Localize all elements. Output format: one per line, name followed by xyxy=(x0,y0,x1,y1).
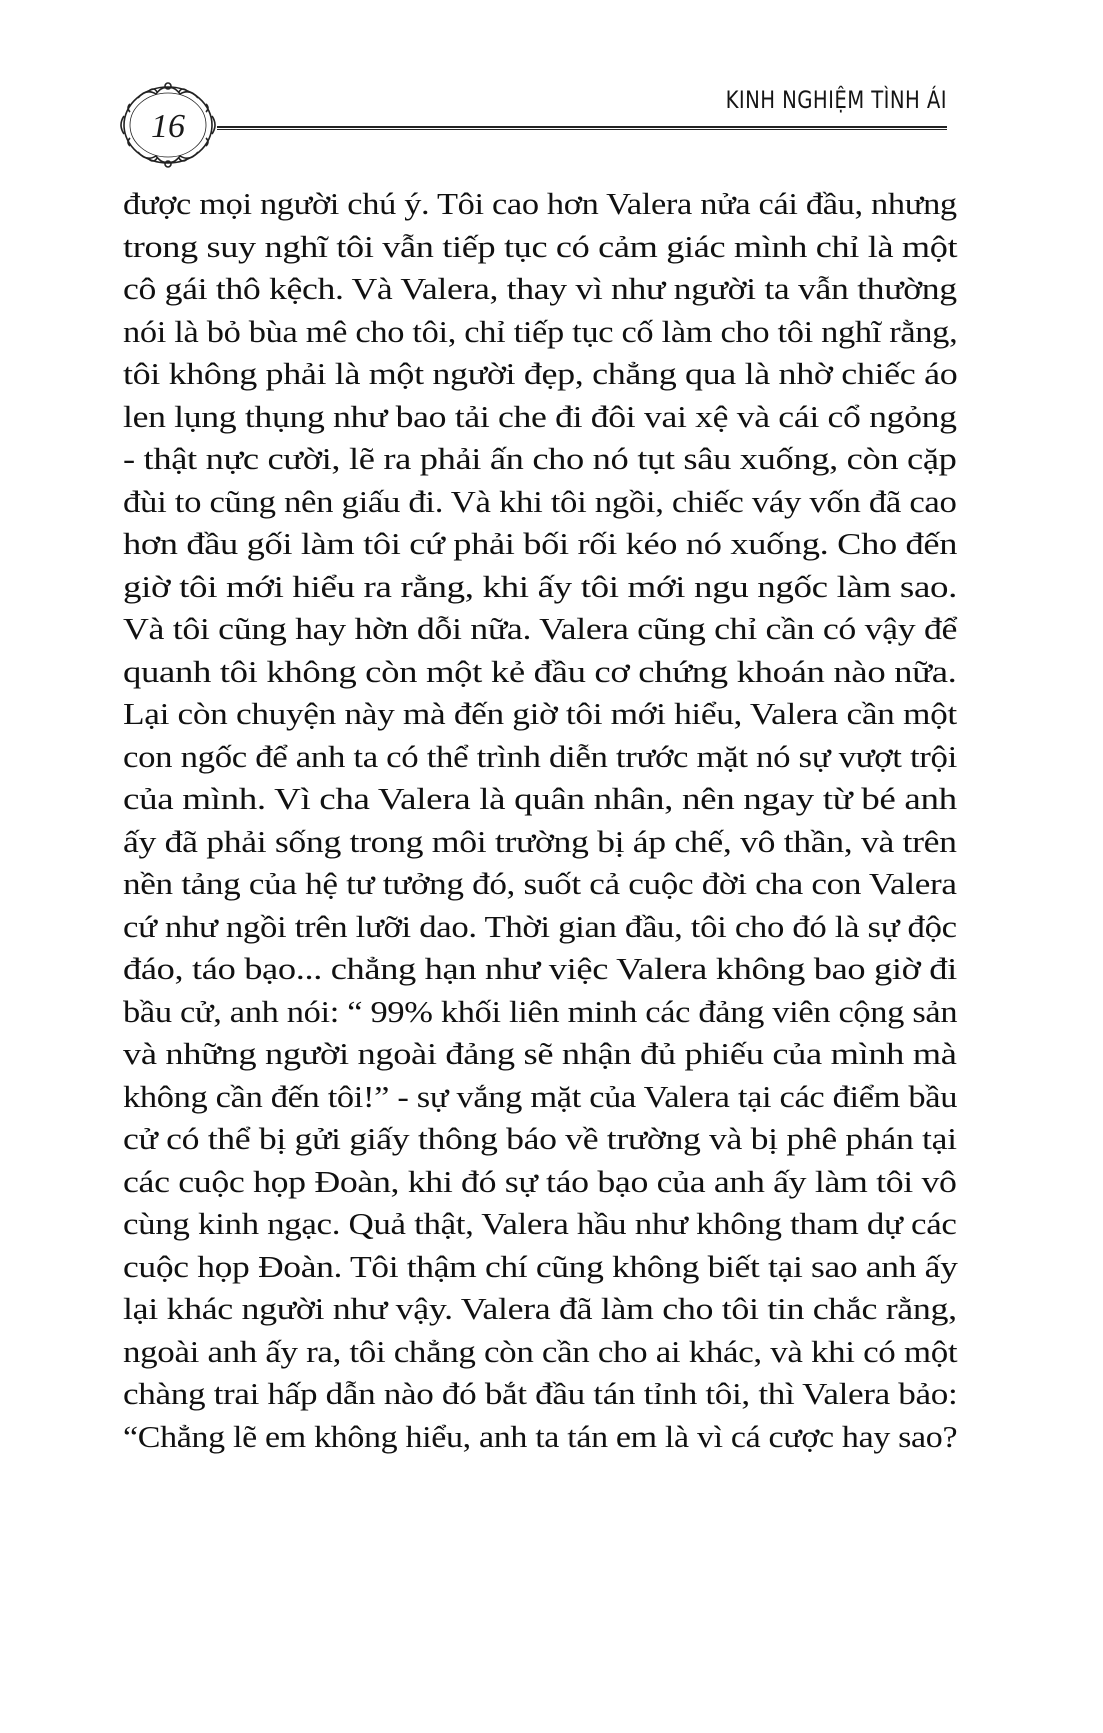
text-line: cứ như ngồi trên lưỡi dao. Thời gian đầu, tôi cho đó là sự độc xyxy=(123,908,957,944)
text-line: và những người ngoài đảng sẽ nhận đủ phiếu của mình mà xyxy=(123,1036,957,1071)
text-line: Lại còn chuyện này mà đến giờ tôi mới hiểu, Valera cần một xyxy=(123,696,957,731)
text-line: quanh tôi không còn một kẻ đầu cơ chứng khoán nào nữa. xyxy=(123,653,957,689)
text-line: trong suy nghĩ tôi vẫn tiếp tục có cảm giác mình chỉ là một xyxy=(123,228,958,264)
text-line: len lụng thụng như bao tải che đi đôi vai xệ và cái cổ ngỏng xyxy=(123,398,957,434)
text-line: đáo, táo bạo... chẳng hạn như việc Valera không bao giờ đi xyxy=(123,951,957,986)
text-line: được mọi người chú ý. Tôi cao hơn Valera nửa cái đầu, nhưng xyxy=(123,186,957,221)
text-line: ngoài anh ấy ra, tôi chẳng còn cần cho ai khác, và khi có một xyxy=(123,1333,958,1369)
text-line: cử có thể bị gửi giấy thông báo về trường và bị phê phán tại xyxy=(123,1121,957,1156)
text-line: nói là bỏ bùa mê cho tôi, chỉ tiếp tục cố làm cho tôi nghĩ rằng, xyxy=(123,313,958,349)
text-line: chàng trai hấp dẫn nào đó bắt đầu tán tỉnh tôi, thì Valera bảo: xyxy=(123,1376,958,1411)
header-rule xyxy=(217,126,947,130)
page-number: 16 xyxy=(151,108,185,145)
text-line: ấy đã phải sống trong môi trường bị áp chế, vô thần, và trên xyxy=(123,823,957,859)
text-line: Và tôi cũng hay hờn dỗi nữa. Valera cũng chỉ cần có vậy để xyxy=(123,611,958,646)
text-line: con ngốc để anh ta có thể trình diễn trước mặt nó sự vượt trội xyxy=(123,738,957,774)
text-line: không cần đến tôi!” - sự vắng mặt của Valera tại các điểm bầu xyxy=(123,1078,958,1114)
text-line: các cuộc họp Đoàn, khi đó sự táo bạo của anh ấy làm tôi vô xyxy=(123,1163,957,1199)
body-text xyxy=(123,183,957,1458)
text-line: hơn đầu gối làm tôi cứ phải bối rối kéo nó xuống. Cho đến xyxy=(123,526,958,561)
text-line: bầu cử, anh nói: “ 99% khối liên minh các đảng viên cộng sản xyxy=(123,993,958,1029)
text-line: cùng kinh ngạc. Quả thật, Valera hầu như không tham dự các xyxy=(123,1206,957,1241)
text-line: “Chẳng lẽ em không hiểu, anh ta tán em là vì cá cược hay sao? xyxy=(123,1418,958,1454)
text-line: tôi không phải là một người đẹp, chẳng qua là nhờ chiếc áo xyxy=(123,356,958,391)
text-line: nền tảng của hệ tư tưởng đó, suốt cả cuộc đời cha con Valera xyxy=(123,866,957,901)
text-line: lại khác người như vậy. Valera đã làm cho tôi tin chắc rằng, xyxy=(123,1291,957,1326)
text-line: của mình. Vì cha Valera là quân nhân, nên ngay từ bé anh xyxy=(123,781,957,816)
text-line: đùi to cũng nên giấu đi. Và khi tôi ngồi, chiếc váy vốn đã cao xyxy=(123,483,957,519)
text-line: cô gái thô kệch. Và Valera, thay vì như người ta vẫn thường xyxy=(123,271,957,306)
page-number-ornament xyxy=(118,80,218,170)
running-title: KINH NGHIỆM TÌNH ÁI xyxy=(725,86,947,114)
text-line: cuộc họp Đoàn. Tôi thậm chí cũng không biết tại sao anh ấy xyxy=(123,1248,958,1284)
text-line: - thật nực cười, lẽ ra phải ấn cho nó tụt sâu xuống, còn cặp xyxy=(123,441,957,476)
text-line: giờ tôi mới hiểu ra rằng, khi ấy tôi mới ngu ngốc làm sao. xyxy=(123,568,958,604)
